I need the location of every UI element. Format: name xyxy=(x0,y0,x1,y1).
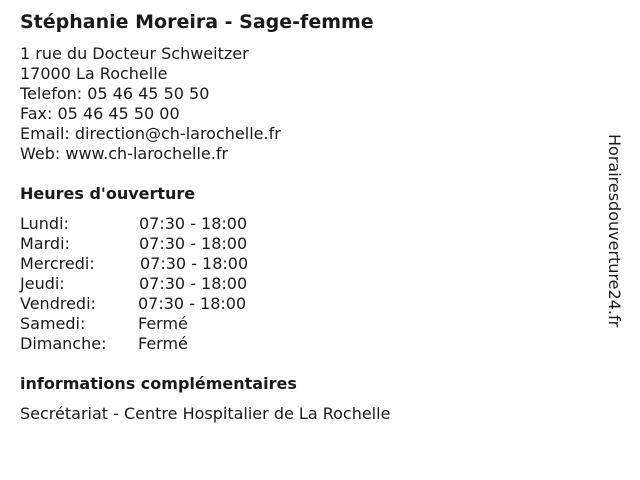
address-city: 17000 La Rochelle xyxy=(20,64,168,83)
hours-heading: Heures d'ouverture xyxy=(20,184,196,203)
page-title: Stéphanie Moreira - Sage-femme xyxy=(20,11,374,33)
contact-block xyxy=(20,44,281,164)
hours-day: Vendredi: xyxy=(20,294,96,313)
address-street: 1 rue du Docteur Schweitzer xyxy=(20,44,249,63)
hours-time: 07:30 - 18:00 xyxy=(139,214,248,233)
hours-time: 07:30 - 18:00 xyxy=(139,274,248,293)
hours-day: Dimanche: xyxy=(20,334,107,353)
hours-time: 07:30 - 18:00 xyxy=(139,234,248,253)
extra-info-text: Secrétariat - Centre Hospitalier de La Rochelle xyxy=(20,404,391,423)
email-link[interactable]: Email: direction@ch-larochelle.fr xyxy=(20,124,281,143)
extra-info-heading: informations complémentaires xyxy=(20,374,297,393)
hours-time: Fermé xyxy=(138,334,188,353)
hours-day: Jeudi: xyxy=(20,274,65,293)
website-link[interactable]: Web: www.ch-larochelle.fr xyxy=(20,144,229,163)
site-watermark: Horairesdouverture24.fr xyxy=(605,134,624,328)
phone-number[interactable]: Telefon: 05 46 45 50 50 xyxy=(20,84,210,103)
hours-day: Mercredi: xyxy=(20,254,95,273)
hours-day: Samedi: xyxy=(20,314,86,333)
fax-number: Fax: 05 46 45 50 00 xyxy=(20,104,180,123)
hours-time: Fermé xyxy=(138,314,188,333)
hours-day: Mardi: xyxy=(20,234,70,253)
hours-day: Lundi: xyxy=(20,214,69,233)
hours-time: 07:30 - 18:00 xyxy=(140,254,249,273)
hours-time: 07:30 - 18:00 xyxy=(138,294,247,313)
